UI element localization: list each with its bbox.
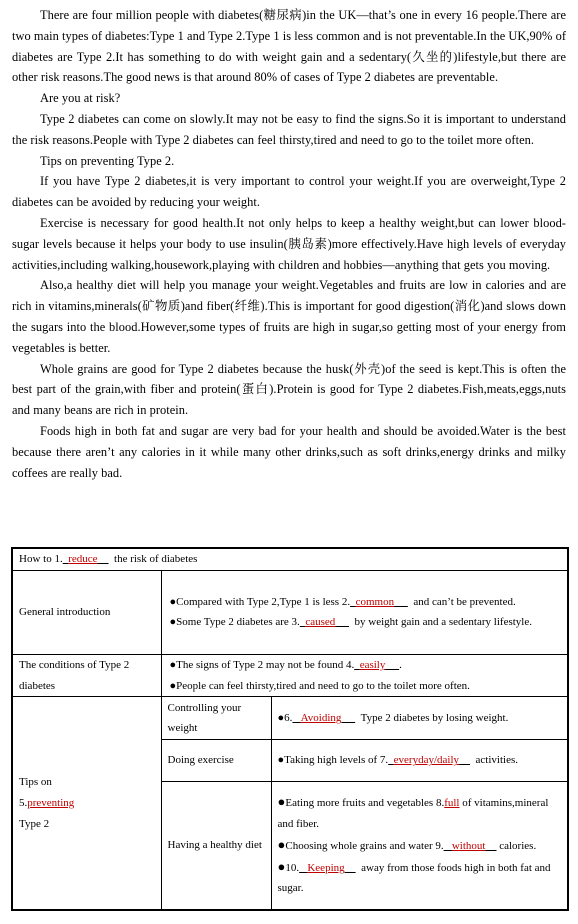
table-title-cell: How to 1. reduce the risk of diabetes bbox=[12, 548, 568, 570]
passage-paragraph: Whole grains are good for Type 2 diabetes because the husk(外壳)of the seed is kept.This is often the best part of the grain,with fiber and protein(蛋白).Protein is good for Type 2 diabetes.Fish,meats,eggs,nuts and many beans are rich in protein. bbox=[12, 361, 566, 418]
passage-heading: Are you at risk? bbox=[40, 91, 121, 106]
answer-5: preventing bbox=[27, 796, 75, 809]
answer-6: Avoiding bbox=[300, 711, 342, 724]
answer-4: easily bbox=[359, 658, 386, 671]
answer-8: full bbox=[444, 797, 460, 810]
row-label-general: General introduction bbox=[12, 570, 161, 654]
answer-7: everyday/daily bbox=[393, 754, 460, 767]
exercise-content-cell: ●Taking high levels of 7. everyday/daily activities. bbox=[271, 740, 568, 782]
answer-10: Keeping bbox=[307, 861, 345, 874]
diet-content-cell: ●Eating more fruits and vegetables 8.full of vitamins,mineral and fiber. ●Choosing whole grains and water 9. without calories. ●10. Keeping away from those foods high in both fat and sugar. bbox=[271, 782, 568, 910]
table-title-row bbox=[12, 548, 568, 570]
answer-3: caused bbox=[305, 616, 336, 629]
sub-label-weight: Controlling your weight bbox=[161, 697, 271, 740]
passage-paragraph: If you have Type 2 diabetes,it is very important to control your weight.If you are overweight,Type 2 diabetes can be avoided by reducing your weight. bbox=[12, 174, 566, 210]
weight-content-cell: ●6. Avoiding Type 2 diabetes by losing weight. bbox=[271, 697, 568, 740]
table-row-conditions bbox=[12, 654, 568, 697]
passage-paragraph: There are four million people with diabetes(糖尿病)in the UK—that’s one in every 16 people.There are two main types of diabetes:Type 1 and Type 2.Type 1 is less common and is not preventable.In the UK,90% of diabetes are Type 2.It has something to do with weight gain and a sedentary(久坐的)lifestyle,but there are other risk reasons.The good news is that around 80% of cases of Type 2 diabetes are preventable. bbox=[12, 8, 566, 85]
table-row-weight bbox=[12, 697, 568, 740]
passage-paragraph: Type 2 diabetes can come on slowly.It may not be easy to find the signs.So it is important to understand the risk reasons.People with Type 2 diabetes can feel thirsty,tired and need to go to the toilet more often. bbox=[12, 111, 566, 147]
answer-2: common bbox=[355, 595, 395, 608]
summary-table-wrapper bbox=[11, 547, 567, 911]
bullet-icon: ● bbox=[277, 836, 286, 852]
reading-passage bbox=[12, 5, 566, 483]
sub-label-diet: Having a healthy diet bbox=[161, 782, 271, 910]
bullet-icon: ● bbox=[277, 794, 286, 810]
answer-9: without bbox=[451, 839, 486, 852]
answer-1: reduce bbox=[68, 553, 98, 565]
general-content-cell: ●Compared with Type 2,Type 1 is less 2. common and can’t be prevented. ●Some Type 2 diabetes are 3. caused by weight gain and a sedentary lifestyle. bbox=[161, 570, 568, 654]
conditions-content-cell: ●The signs of Type 2 may not be found 4. easily . ●People can feel thirsty,tired and need to go to the toilet more often. bbox=[161, 654, 568, 697]
passage-heading: Tips on preventing Type 2. bbox=[40, 153, 175, 168]
row-label-tips: Tips on 5.preventing Type 2 bbox=[12, 697, 161, 910]
bullet-icon: ● bbox=[277, 858, 286, 874]
passage-paragraph: Also,a healthy diet will help you manage your weight.Vegetables and fruits are low in calories and are rich in vitamins,minerals(矿物质)and fiber(纤维).This is important for good digestion(消化)and slows down the sugars into the blood.However,some types of fruits are high in sugar,so getting most of your energy from vegetables is better. bbox=[12, 278, 566, 355]
row-label-conditions: The conditions of Type 2 diabetes bbox=[12, 654, 161, 697]
passage-paragraph: Exercise is necessary for good health.It not only helps to keep a healthy weight,but can lower blood-sugar levels because it helps your body to use insulin(胰岛素)more effectively.Have high levels of everyday activities,including walking,housework,playing with children and hobbies—anything that gets you moving. bbox=[12, 215, 566, 272]
passage-paragraph: Foods high in both fat and sugar are very bad for your health and should be avoided.Water is the best because there aren’t any calories in it while many other drinks,such as soft drinks,energy drinks and milky coffees are really bad. bbox=[12, 423, 566, 480]
sub-label-exercise: Doing exercise bbox=[161, 740, 271, 782]
summary-table bbox=[11, 547, 569, 911]
table-row-general bbox=[12, 570, 568, 654]
